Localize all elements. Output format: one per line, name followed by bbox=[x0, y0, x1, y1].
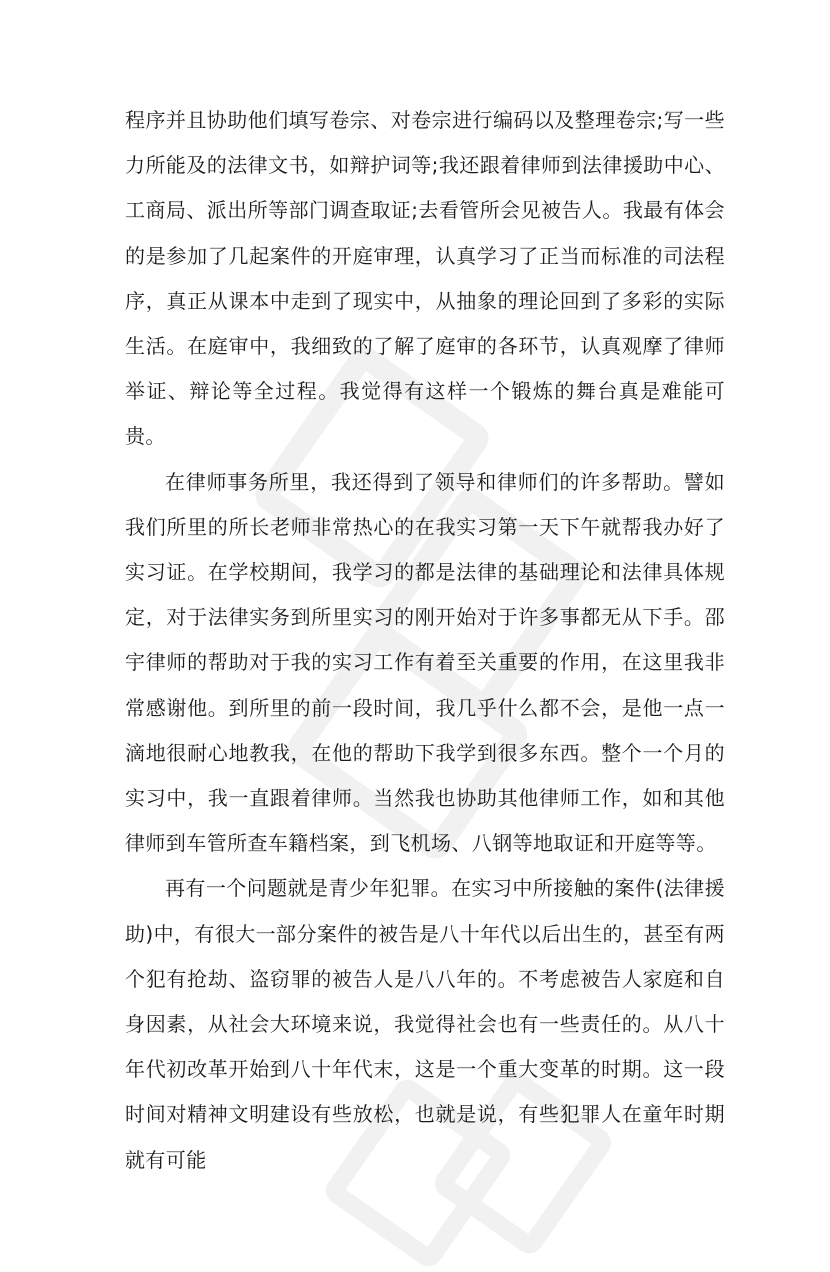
paragraph-2: 在律师事务所里，我还得到了领导和律师们的许多帮助。譬如我们所里的所长老师非常热心的在我实习第一天下午就帮我办好了实习证。在学校期间，我学习的都是法律的基础理论和法律具体规定，对于法律实务到所里实习的刚开始对于许多事都无从下手。邵宇律师的帮助对于我的实习工作有着至关重要的作用，在这里我非常感谢他。到所里的前一段时间，我几乎什么都不会，是他一点一滴地很耐心地教我，在他的帮助下我学到很多东西。整个一个月的实习中，我一直跟着律师。当然我也协助其他律师工作，如和其他律师到车管所查车籍档案，到飞机场、八钢等地取证和开庭等等。 bbox=[125, 469, 725, 856]
document-body bbox=[125, 98, 725, 1183]
paragraph-1: 程序并且协助他们填写卷宗、对卷宗进行编码以及整理卷宗;写一些力所能及的法律文书，如辩护词等;我还跟着律师到法律援助中心、工商局、派出所等部门调查取证;去看管所会见被告人。我最有体会的是参加了几起案件的开庭审理，认真学习了正当而标准的司法程序，真正从课本中走到了现实中，从抽象的理论回到了多彩的实际生活。在庭审中，我细致的了解了庭审的各环节，认真观摩了律师举证、辩论等全过程。我觉得有这样一个锻炼的舞台真是难能可贵。 bbox=[125, 108, 725, 449]
paragraph-3: 再有一个问题就是青少年犯罪。在实习中所接触的案件(法律援助)中，有很大一部分案件的被告是八十年代以后出生的，甚至有两个犯有抢劫、盗窃罪的被告人是八八年的。不考虑被告人家庭和自身因素，从社会大环境来说，我觉得社会也有一些责任的。从八十年代初改革开始到八十年代末，这是一个重大变革的时期。这一段时间对精神文明建设有些放松，也就是说，有些犯罪人在童年时期就有可能 bbox=[125, 876, 725, 1172]
